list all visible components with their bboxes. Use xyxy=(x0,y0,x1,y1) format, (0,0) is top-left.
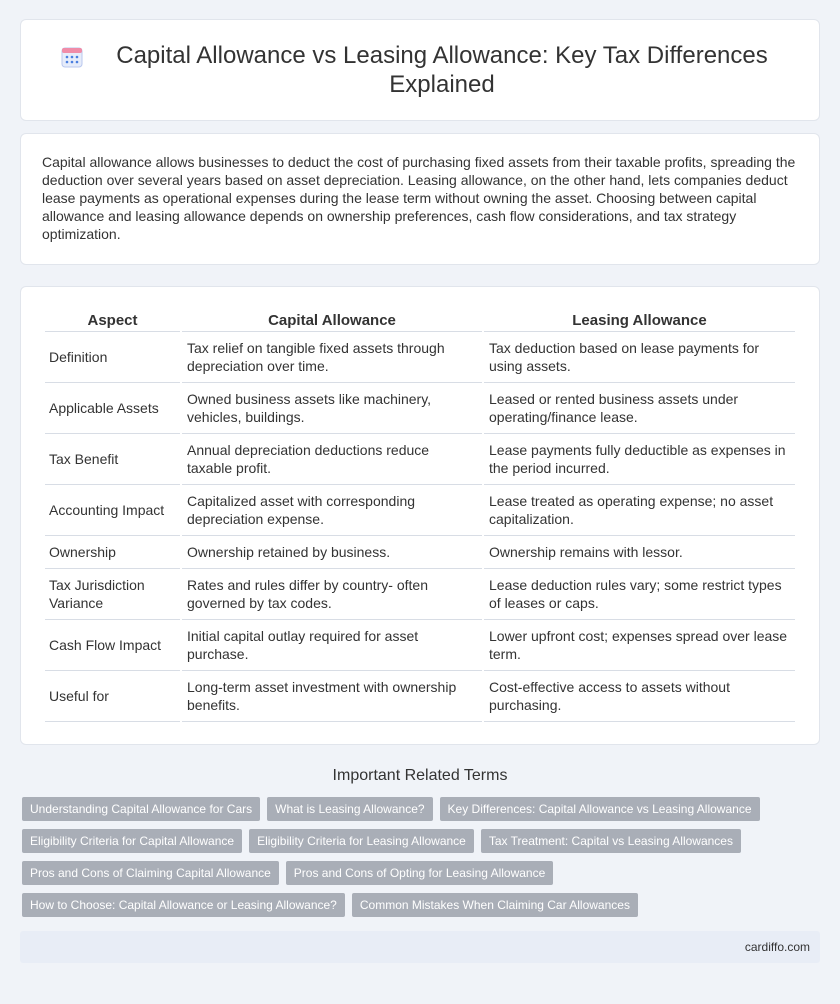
related-tag-link[interactable]: Understanding Capital Allowance for Cars xyxy=(22,797,260,821)
footer-site-link[interactable]: cardiffo.com xyxy=(744,940,810,954)
related-tag-link[interactable]: Tax Treatment: Capital vs Leasing Allowances xyxy=(481,829,741,853)
row-aspect: Ownership xyxy=(45,536,180,569)
row-aspect: Cash Flow Impact xyxy=(45,620,180,671)
row-capital: Capitalized asset with corresponding depreciation expense. xyxy=(182,485,482,536)
related-tag-link[interactable]: What is Leasing Allowance? xyxy=(267,797,432,821)
row-aspect: Accounting Impact xyxy=(45,485,180,536)
header-inner xyxy=(60,41,780,99)
row-leasing: Lower upfront cost; expenses spread over lease term. xyxy=(484,620,795,671)
row-capital: Tax relief on tangible fixed assets through depreciation over time. xyxy=(182,332,482,383)
row-capital: Long-term asset investment with ownership benefits. xyxy=(182,671,482,722)
row-capital: Ownership retained by business. xyxy=(182,536,482,569)
related-tag-link[interactable]: Eligibility Criteria for Leasing Allowance xyxy=(249,829,474,853)
intro-card xyxy=(20,133,820,265)
related-tag-link[interactable]: Common Mistakes When Claiming Car Allowances xyxy=(352,893,638,917)
related-tags xyxy=(0,797,840,917)
row-aspect: Useful for xyxy=(45,671,180,722)
table-row xyxy=(45,332,795,383)
related-tag-link[interactable]: Key Differences: Capital Allowance vs Leasing Allowance xyxy=(440,797,760,821)
header-aspect: Aspect xyxy=(45,309,180,332)
table-row xyxy=(45,536,795,569)
row-leasing: Lease treated as operating expense; no asset capitalization. xyxy=(484,485,795,536)
comparison-table-card xyxy=(20,286,820,745)
row-aspect: Tax Benefit xyxy=(45,434,180,485)
table-row xyxy=(45,671,795,722)
table-row xyxy=(45,485,795,536)
row-aspect: Tax Jurisdiction Variance xyxy=(45,569,180,620)
comparison-table xyxy=(43,309,797,722)
related-tag-link[interactable]: How to Choose: Capital Allowance or Leasing Allowance? xyxy=(22,893,345,917)
table-row xyxy=(45,383,795,434)
row-leasing: Cost-effective access to assets without purchasing. xyxy=(484,671,795,722)
row-capital: Rates and rules differ by country- often governed by tax codes. xyxy=(182,569,482,620)
row-aspect: Definition xyxy=(45,332,180,383)
row-leasing: Tax deduction based on lease payments for using assets. xyxy=(484,332,795,383)
table-row xyxy=(45,434,795,485)
row-capital: Annual depreciation deductions reduce taxable profit. xyxy=(182,434,482,485)
related-terms-title: Important Related Terms xyxy=(332,767,508,784)
row-aspect: Applicable Assets xyxy=(45,383,180,434)
table-row xyxy=(45,569,795,620)
header-leasing-allowance: Leasing Allowance xyxy=(484,309,795,332)
row-leasing: Ownership remains with lessor. xyxy=(484,536,795,569)
related-tag-link[interactable]: Pros and Cons of Opting for Leasing Allowance xyxy=(286,861,553,885)
row-leasing: Leased or rented business assets under operating/finance lease. xyxy=(484,383,795,434)
intro-text: Capital allowance allows businesses to deduct the cost of purchasing fixed assets from their taxable profits, spreading the deduction over several years based on asset depreciation. Leasing allowance, on the other hand, lets companies deduct lease payments as operational expenses during the lease term without owning the asset. Choosing between capital allowance and leasing allowance depends on ownership preferences, cash flow considerations, and tax strategy optimization. xyxy=(42,154,796,242)
related-tag-link[interactable]: Eligibility Criteria for Capital Allowance xyxy=(22,829,242,853)
related-tag-link[interactable]: Pros and Cons of Claiming Capital Allowance xyxy=(22,861,279,885)
header-card xyxy=(20,19,820,121)
row-leasing: Lease deduction rules vary; some restrict types of leases or caps. xyxy=(484,569,795,620)
row-capital: Initial capital outlay required for asset purchase. xyxy=(182,620,482,671)
row-capital: Owned business assets like machinery, vehicles, buildings. xyxy=(182,383,482,434)
calendar-icon xyxy=(60,45,84,69)
footer xyxy=(20,931,820,963)
table-row xyxy=(45,620,795,671)
page-title: Capital Allowance vs Leasing Allowance: Key Tax Differences Explained xyxy=(116,42,768,98)
row-leasing: Lease payments fully deductible as expenses in the period incurred. xyxy=(484,434,795,485)
header-capital-allowance: Capital Allowance xyxy=(182,309,482,332)
table-header-row xyxy=(45,309,795,332)
related-terms-section xyxy=(0,767,840,917)
